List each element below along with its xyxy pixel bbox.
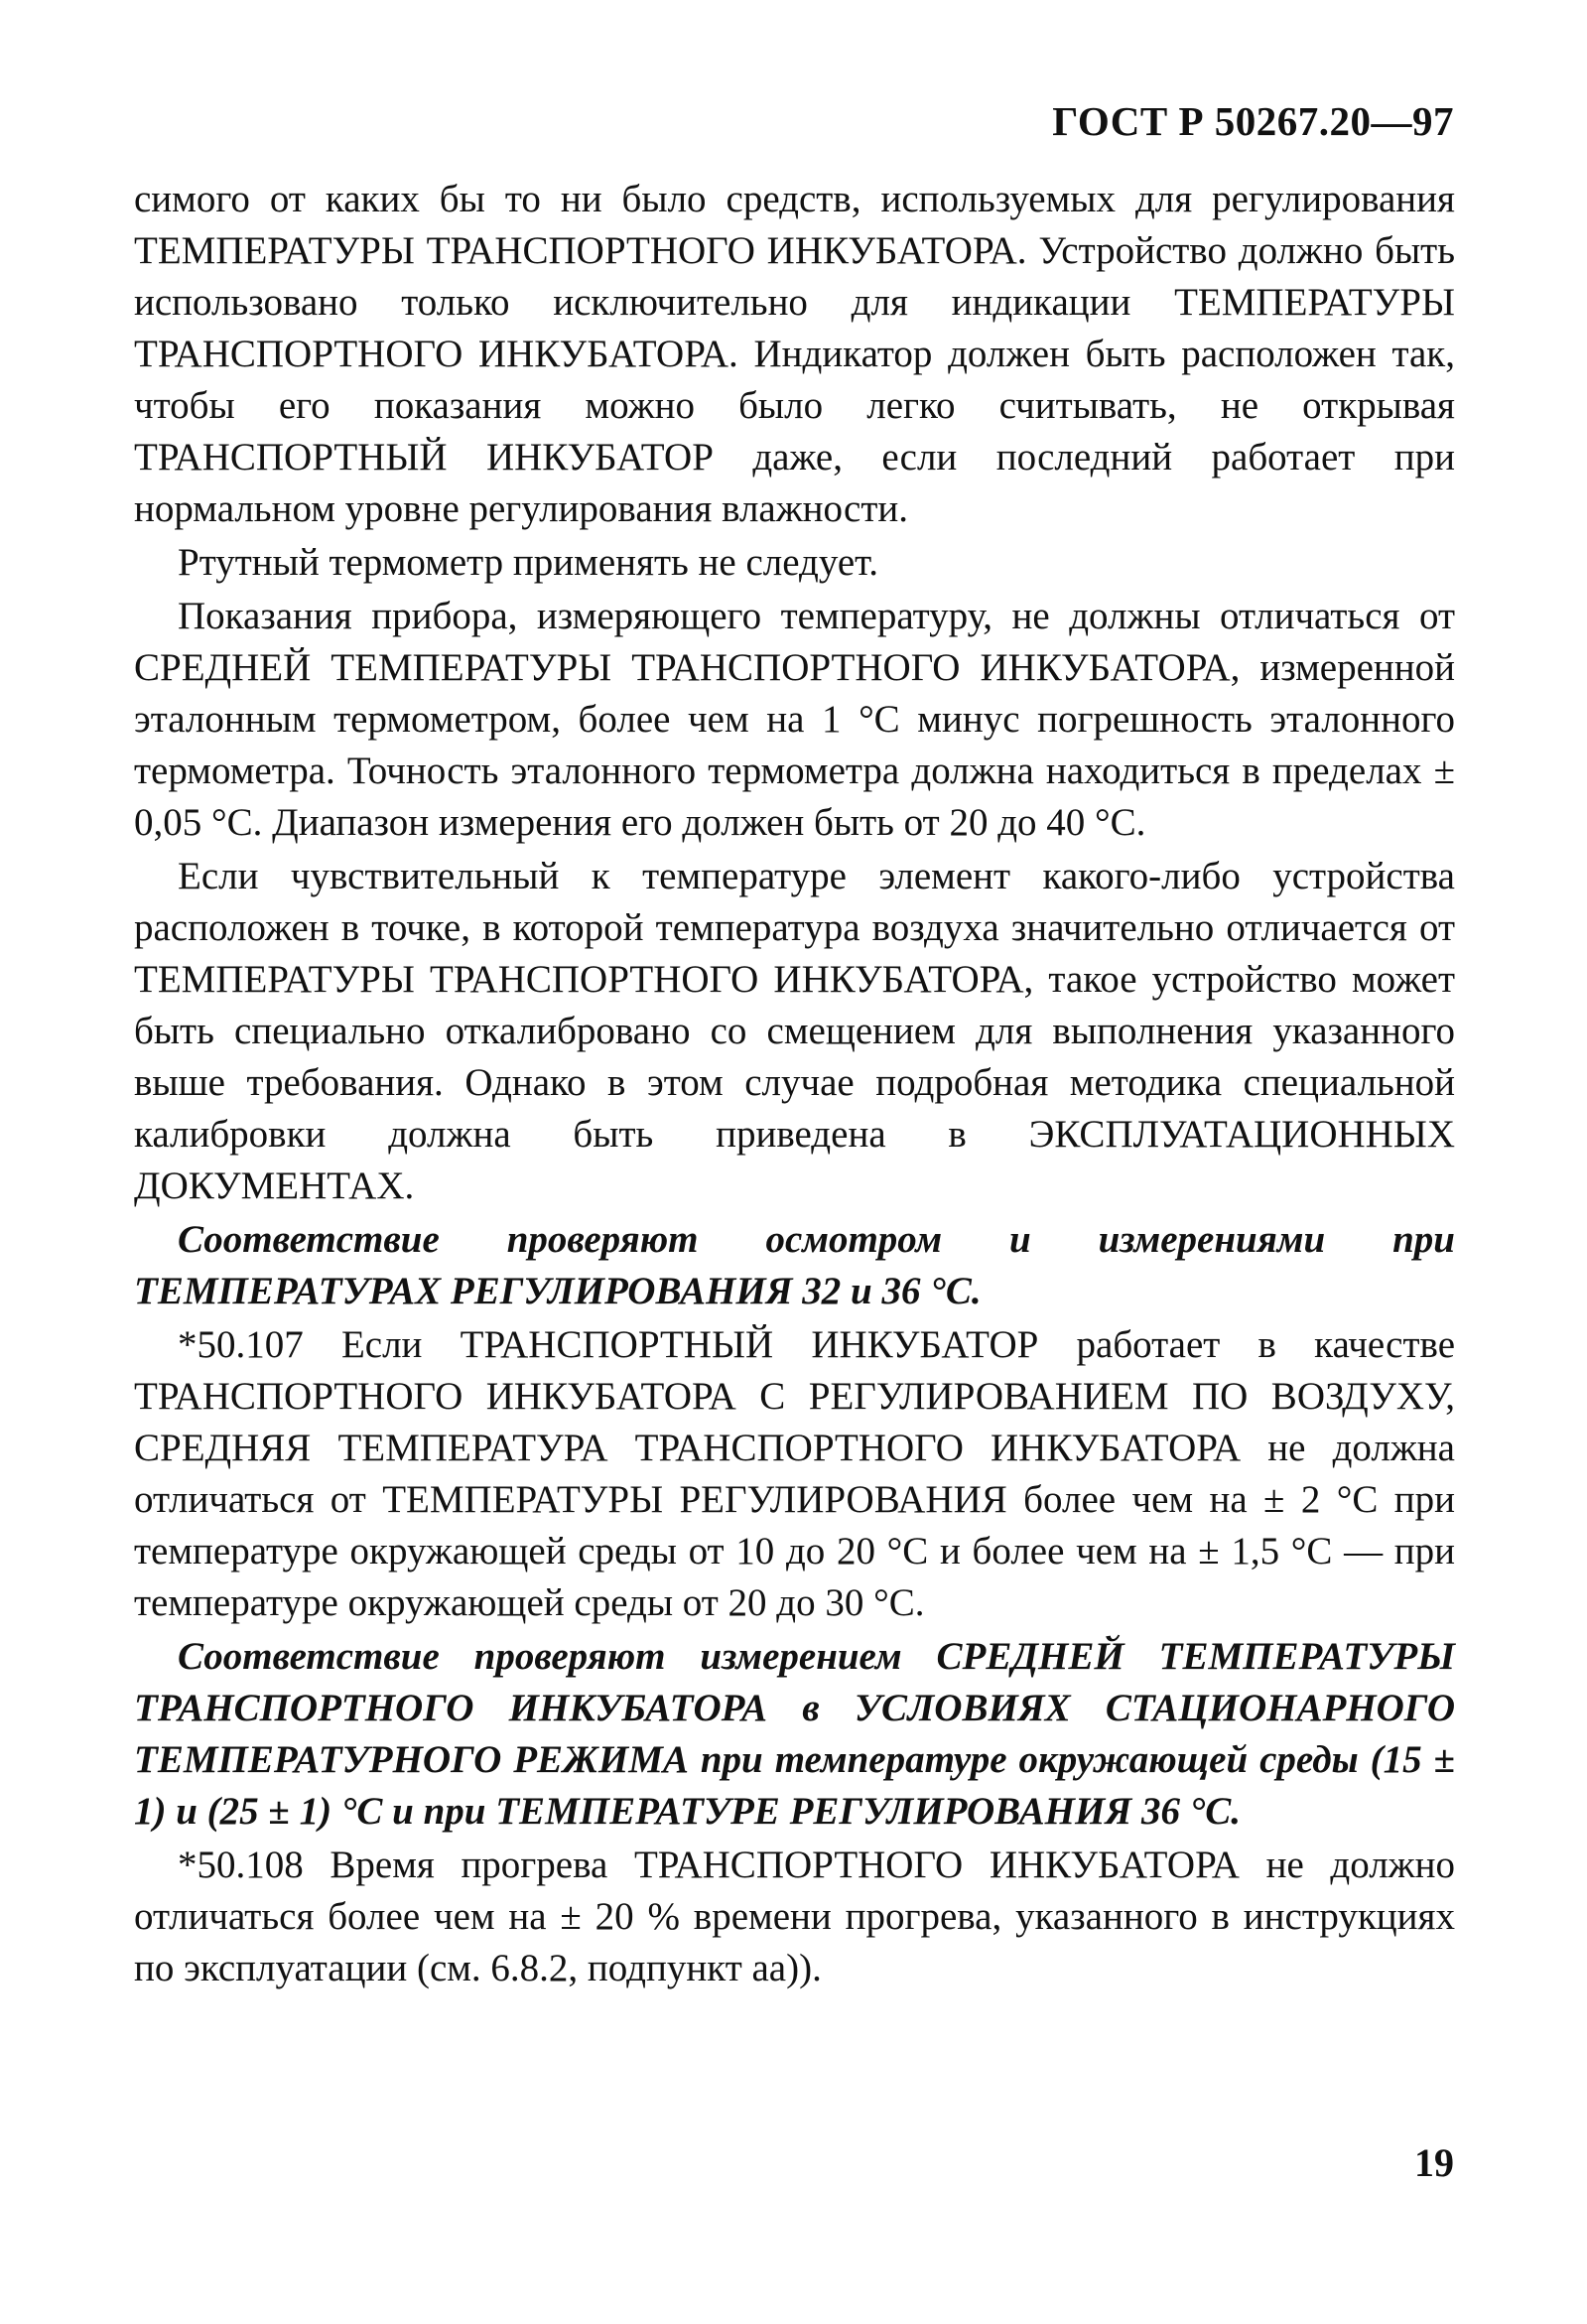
paragraph-compliance-check-1: Соответствие проверяют осмотром и измерениями при ТЕМПЕРАТУРАХ РЕГУЛИРОВАНИЯ 32 и 36 °С.	[134, 1218, 1455, 1312]
paragraph-indicator-accuracy: Показания прибора, измеряющего температуру, не должны отличаться от СРЕДНЕЙ ТЕМПЕРАТУРЫ ТРАНСПОРТНОГО ИНКУБАТОРА, измеренной эталонным термометром, более чем на 1 °С минус погрешность эталонного термометра. Точность эталонного термометра должна находиться в пределах ± 0,05 °С. Диапазон измерения его должен быть от 20 до 40 °С.	[134, 595, 1455, 844]
paragraph-compliance-check-2: Соответствие проверяют измерением СРЕДНЕЙ ТЕМПЕРАТУРЫ ТРАНСПОРТНОГО ИНКУБАТОРА в УСЛОВИЯХ СТАЦИОНАРНОГО ТЕМПЕРАТУРНОГО РЕЖИМА при температуре окружающей среды (15 ± 1) и (25 ± 1) °С и при ТЕМПЕРАТУРЕ РЕГУЛИРОВАНИЯ 36 °С.	[134, 1635, 1455, 1833]
paragraph-clause-50-107: *50.107 Если ТРАНСПОРТНЫЙ ИНКУБАТОР работает в качестве ТРАНСПОРТНОГО ИНКУБАТОРА С РЕГУЛИРОВАНИЕМ ПО ВОЗДУХУ, СРЕДНЯЯ ТЕМПЕРАТУРА ТРАНСПОРТНОГО ИНКУБАТОРА не должна отличаться от ТЕМПЕРАТУРЫ РЕГУЛИРОВАНИЯ более чем на ± 2 °С при температуре окружающей среды от 10 до 20 °С и более чем на ± 1,5 °С — при температуре окружающей среды от 20 до 30 °С.	[134, 1323, 1455, 1624]
paragraph-clause-50-108: *50.108 Время прогрева ТРАНСПОРТНОГО ИНКУБАТОРА не должно отличаться более чем на ± 20 % времени прогрева, указанного в инструкциях по эксплуатации (см. 6.8.2, подпункт аа)).	[134, 1844, 1455, 1989]
paragraph-sensor-calibration: Если чувствительный к температуре элемент какого-либо устройства расположен в точке, в которой температура воздуха значительно отличается от ТЕМПЕРАТУРЫ ТРАНСПОРТНОГО ИНКУБАТОРА, такое устройство может быть специально откалибровано со смещением для выполнения указанного выше требования. Однако в этом случае подробная методика специальной калибровки должна быть приведена в ЭКСПЛУАТАЦИОННЫХ ДОКУМЕНТАХ.	[134, 855, 1455, 1207]
paragraph-mercury-thermometer: Ртутный термометр применять не следует.	[178, 541, 879, 584]
document-body	[134, 174, 1455, 1996]
document-standard-number: ГОСТ Р 50267.20—97	[1052, 98, 1454, 144]
page-number: 19	[1414, 2140, 1454, 2185]
paragraph-continuation: симого от каких бы то ни было средств, используемых для регулирования ТЕМПЕРАТУРЫ ТРАНСПОРТНОГО ИНКУБАТОРА. Устройство должно быть использовано только исключительно для индикации ТЕМПЕРАТУРЫ ТРАНСПОРТНОГО ИНКУБАТОРА. Индикатор должен быть расположен так, чтобы его показания можно было легко считывать, не открывая ТРАНСПОРТНЫЙ ИНКУБАТОР даже, если последний работает при нормальном уровне регулирования влажности.	[134, 178, 1455, 530]
